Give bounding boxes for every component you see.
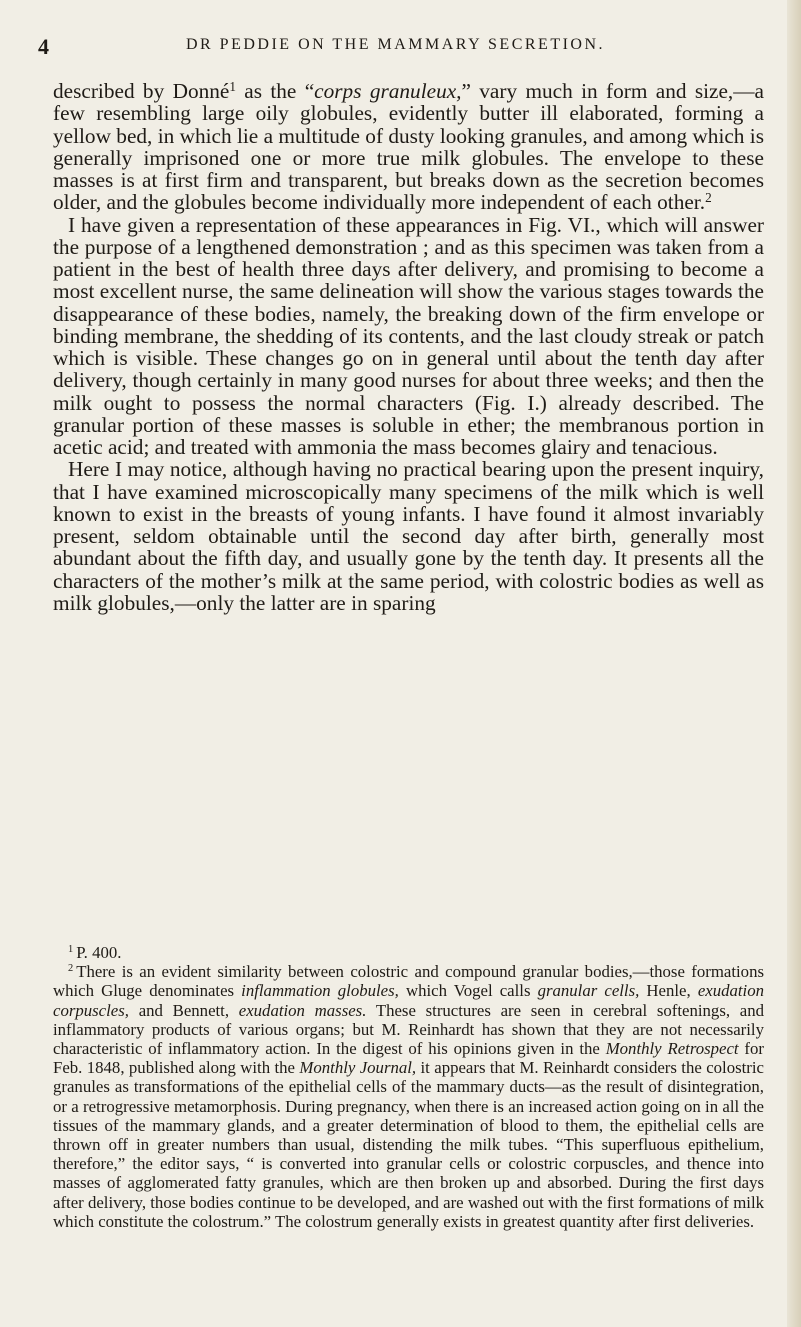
- page-header: [38, 34, 753, 60]
- page-edge: [787, 0, 801, 1327]
- footnote-ref-1: 1: [229, 78, 236, 94]
- footnotes: [53, 943, 764, 1231]
- paragraph-3: Here I may notice, although having no practical bearing upon the present inquiry, that I have examined microscopically many specimens of the milk which is well known to exist in the breasts of young infants. I have found it almost invariably present, seldom obtainable until the second day after birth, generally most abundant about the fifth day, and usually gone by the tenth day. It presents all the characters of the mother’s milk at the same period, with colostric bodies as well as milk globules,—only the latter are in sparing: [53, 457, 764, 615]
- paragraph-1: described by Donné$^1$ as the “corps granuleux,” vary much in form and size,—a few resembling large oily globules, evidently butter ill elaborated, forming a yellow bed, in which lie a multitude of dusty looking granules, and among which is generally imprisoned one or more true milk globules. The envelope to these masses is at first firm and transparent, but breaks down as the secretion becomes older, and the globules become individually more independent of each other.$^2$: [53, 78, 765, 215]
- footnote-ref-2: 2: [705, 190, 712, 205]
- paragraph-2: I have given a representation of these appearances in Fig. VI., which will answer the purpose of a lengthened demonstration ; and as this specimen was taken from a patient in the best of health three days after delivery, and promising to become a most excellent nurse, the same delineation will show the various stages towards the disappearance of these bodies, namely, the breaking down of the firm envelope or binding membrane, the shedding of its contents, and the last cloudy streak or patch which is visible. These changes go on in general until about the tenth day after delivery, though certainly in many good nurses for about three weeks; and then the milk ought to possess the normal characters (Fig. I.) already described. The granular portion of these masses is soluble in ether; the membranous portion in acetic acid; and treated with ammonia the mass becomes glairy and tenacious.: [53, 212, 764, 459]
- page-number: 4: [38, 34, 49, 59]
- footnote-2: $^2$ There is an evident similarity between colostric and compound granular bodies,—those formations which Gluge denominates inflammation globules, which Vogel calls granular cells, Henle, exudation corpuscles, and Bennett, exudation masses. These structures are seen in cerebral softenings, and inflammatory products of various organs; but M. Reinhardt has shown that they are not necessarily characteristic of inflammatory action. In the digest of his opinions given in the Monthly Retrospect for Feb. 1848, published along with the Monthly Journal, it appears that M. Reinhardt considers the colostric granules as transformations of the epithelial cells of the mammary ducts—as the result of disintegration, or a retrogressive metamorphosis. During pregnancy, when there is an increased action going on in all the tissues of the mammary glands, and a greater determination of blood to them, the epithelial cells are thrown off in greater numbers than usual, distending the milk tubes. “This superfluous epithelium, therefore,” the editor says, “ is converted into granular cells or colostric corpuscles, and thence into masses of agglomerated fatty granules, which are then broken up and absorbed. During the first days after delivery, those bodies continue to be developed, and are washed out with the first formations of milk which constitute the colostrum.” The colostrum generally exists in greatest quantity after first deliveries.: [53, 962, 765, 1231]
- footnote-1: $^1$ P. 400.: [68, 943, 122, 962]
- footnote-1-mark: 1: [68, 944, 74, 956]
- footnote-2-mark: 2: [68, 963, 74, 975]
- body-text: [53, 80, 764, 614]
- running-head: DR PEDDIE ON THE MAMMARY SECRETION.: [185, 36, 606, 53]
